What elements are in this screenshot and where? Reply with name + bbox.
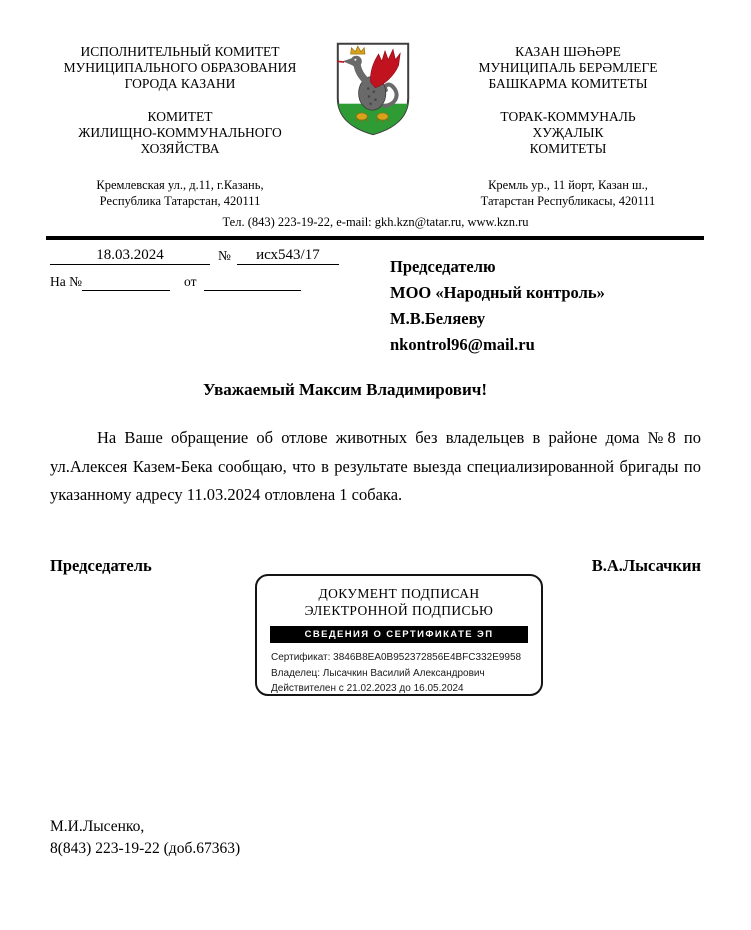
org-name-line: МУНИЦИПАЛЬ БЕРӘМЛЕГЕ — [478, 60, 658, 75]
reference-row-outgoing — [50, 246, 362, 265]
org-name-line: МУНИЦИПАЛЬНОГО ОБРАЗОВАНИЯ — [63, 60, 297, 75]
org-address-russian — [45, 177, 315, 209]
org-address-line: Татарстан Республикасы, 420111 — [480, 194, 656, 208]
executor-phone: 8(843) 223-19-22 (доб.67363) — [50, 840, 241, 857]
addressee-block — [390, 254, 605, 358]
contact-line: Тел. (843) 223-19-22, e-mail: gkh.kzn@tatar.ru, www.kzn.ru — [222, 215, 529, 229]
org-name-line: БАШКАРМА КОМИТЕТЫ — [488, 76, 648, 91]
committee-name-line: ТОРАК-КОММУНАЛЬ — [500, 109, 636, 124]
committee-name-line: ХОЗЯЙСТВА — [140, 141, 220, 156]
committee-name-line: ХУҖАЛЫК — [532, 125, 604, 140]
org-name-line: КАЗАН ШӘҺӘРЕ — [515, 44, 621, 59]
signer-position: Председатель — [50, 556, 152, 575]
on-number-label: На № — [50, 274, 82, 289]
addressee-name: М.В.Беляеву — [390, 309, 486, 328]
certificate-validity: Действителен с 21.02.2023 до 16.05.2024 — [271, 683, 464, 694]
org-name-russian — [45, 44, 315, 92]
committee-name-line: КОМИТЕТЫ — [529, 141, 607, 156]
incoming-number-field — [82, 272, 170, 291]
addressee-position: Председателю — [390, 257, 496, 276]
electronic-signature-stamp — [255, 574, 543, 696]
signer-name: В.А.Лысачкин — [591, 556, 701, 575]
stamp-title-line: ДОКУМЕНТ ПОДПИСАН — [318, 586, 480, 601]
executor-footer — [50, 816, 240, 860]
certificate-details — [271, 650, 527, 697]
org-name-tatar — [432, 44, 704, 92]
org-address-tatar — [432, 177, 704, 209]
certificate-info-bar: СВЕДЕНИЯ О СЕРТИФИКАТЕ ЭП — [270, 626, 528, 643]
stamp-title — [257, 585, 541, 619]
committee-name-line: КОМИТЕТ — [147, 109, 213, 124]
outgoing-number-field: исх543/17 — [237, 246, 339, 265]
kazan-coat-of-arms-icon — [333, 40, 413, 137]
separator-rule — [46, 236, 704, 240]
stamp-title-line: ЭЛЕКТРОННОЙ ПОДПИСЬЮ — [304, 603, 494, 618]
committee-name-line: ЖИЛИЩНО-КОММУНАЛЬНОГО — [78, 125, 282, 140]
signature-row — [50, 556, 701, 576]
letterhead-russian-column — [45, 44, 315, 209]
letterhead-tatar-column — [432, 44, 704, 209]
org-address-line: Республика Татарстан, 420111 — [99, 194, 261, 208]
committee-name-russian — [45, 109, 315, 157]
certificate-number: Сертификат: 3846B8EA0B952372856E4BFC332E9958 — [271, 652, 522, 663]
number-sign-label: № — [218, 248, 231, 263]
org-address-line: Кремлевская ул., д.11, г.Казань, — [96, 178, 264, 192]
salutation: Уважаемый Максим Владимирович! — [202, 380, 488, 399]
certificate-owner: Владелец: Лысачкин Василий Александрович — [271, 667, 485, 679]
addressee-email: nkontrol96@mail.ru — [390, 335, 535, 354]
reference-block — [50, 246, 362, 291]
reference-row-incoming — [50, 272, 362, 291]
org-address-line: Кремль ур., 11 йорт, Казан ш., — [488, 178, 648, 192]
org-name-line: ГОРОДА КАЗАНИ — [124, 76, 236, 91]
org-name-line: ИСПОЛНИТЕЛЬНЫЙ КОМИТЕТ — [80, 44, 280, 59]
letter-body-paragraph: На Ваше обращение об отлове животных без владельцев в районе дома №8 по ул.Алексея Казем-Бека сообщаю, что в результате выезда специализированной бригады по указанному адресу 11.03.2024 отловлена 1 собака. — [50, 428, 701, 504]
addressee-organization: МОО «Народный контроль» — [390, 283, 605, 302]
from-date-label: от — [184, 274, 197, 289]
committee-name-tatar — [432, 109, 704, 157]
outgoing-date-field: 18.03.2024 — [50, 246, 210, 265]
incoming-date-field — [204, 272, 301, 291]
executor-name: М.И.Лысенко, — [50, 818, 145, 835]
